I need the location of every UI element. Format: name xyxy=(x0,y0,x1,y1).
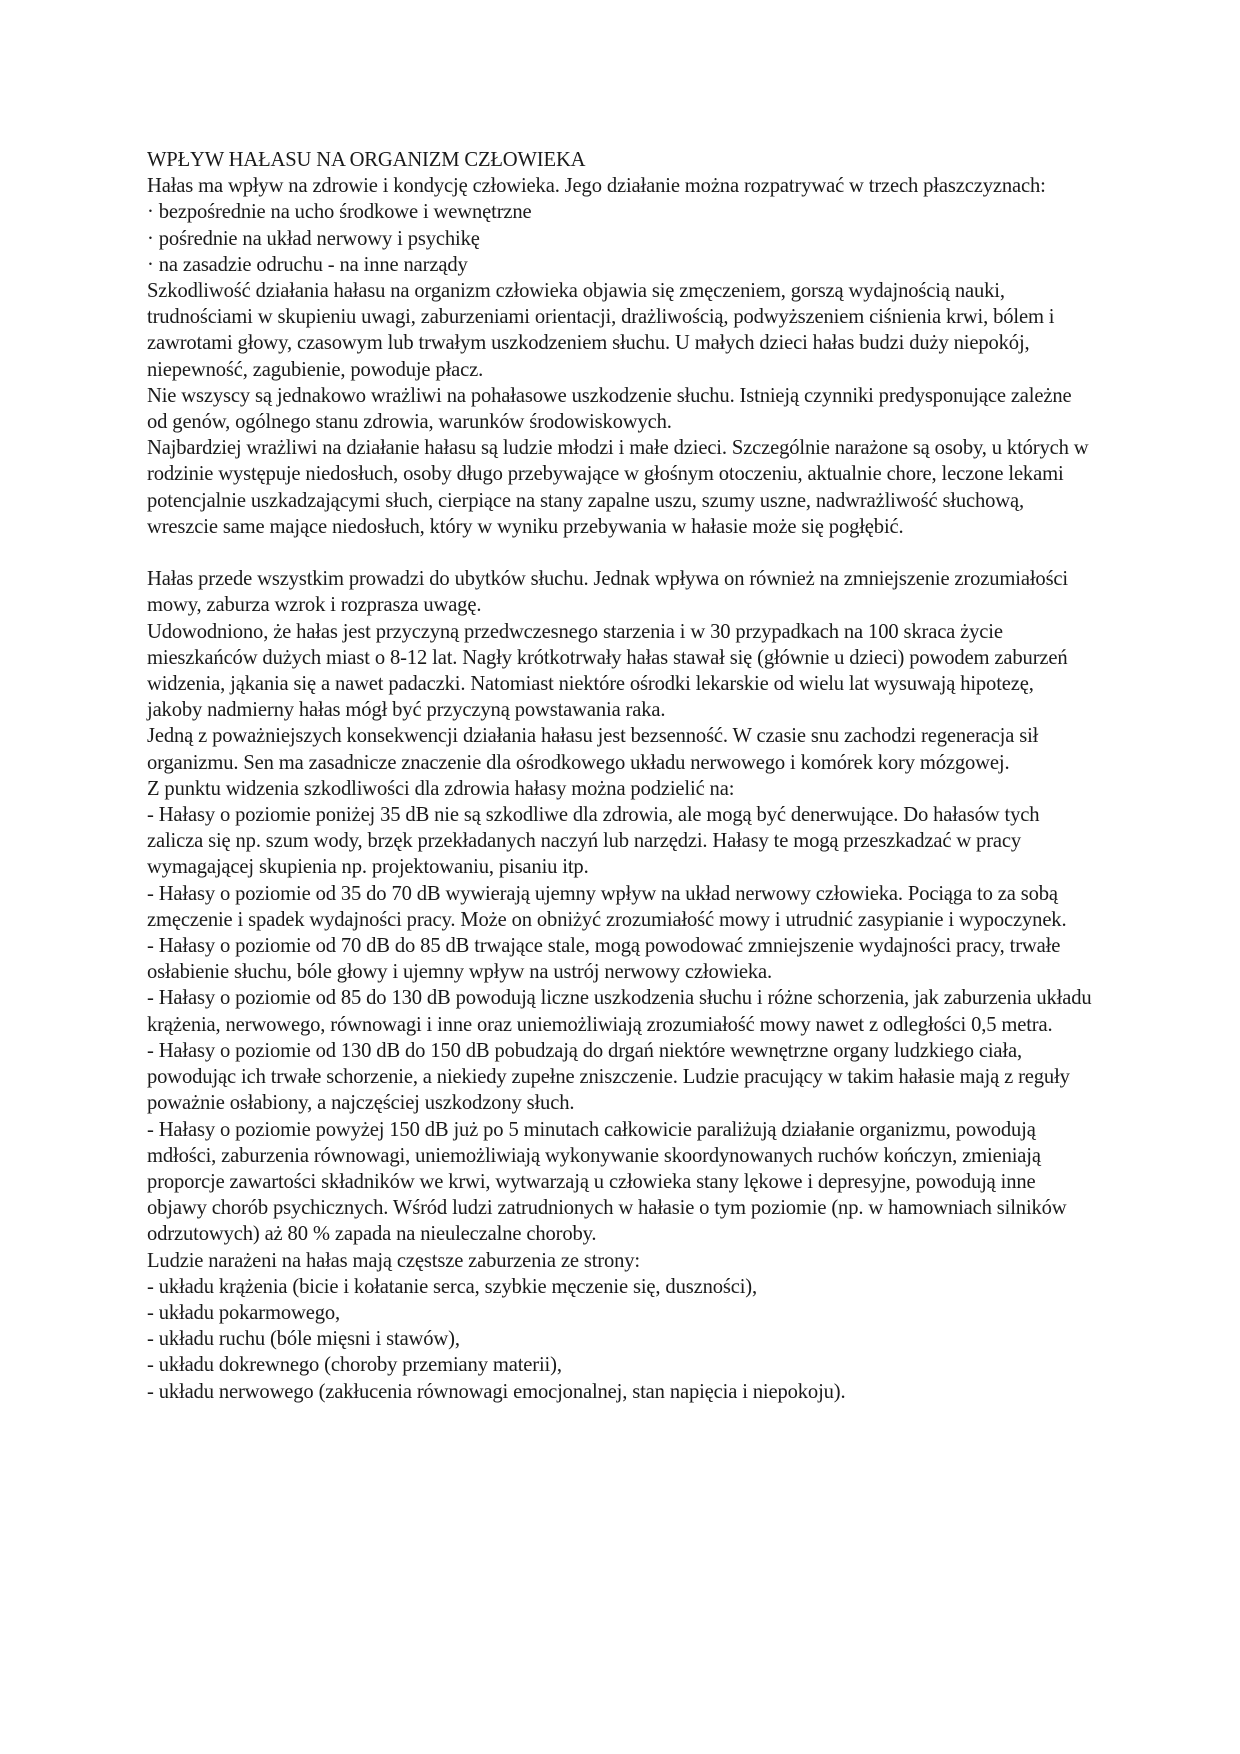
noise-level-item: - Hałasy o poziomie poniżej 35 dB nie są szkodliwe dla zdrowia, ale mogą być denerwujące. Do hałasów tych zalicza się np. szum wody, brzęk przekładanych naczyń lub narzędzi. Hałasy te mogą przeszkadzać w pracy wymagającej skupienia np. projektowaniu, pisaniu itp. xyxy=(147,804,1040,879)
paragraph-spacer xyxy=(147,540,1092,566)
disorder-item: - układu ruchu (bóle mięsni i stawów), xyxy=(147,1328,460,1351)
plane-item: · bezpośrednie na ucho środkowe i wewnętrzne xyxy=(147,201,532,224)
noise-level-item: - Hałasy o poziomie od 130 dB do 150 dB pobudzają do drgań niektóre wewnętrzne organy ludzkiego ciała, powodując ich trwałe schorzenie, a niekiedy zupełne zniszczenie. Ludzie pracujący w takim hałasie mają z reguły poważnie osłabiony, a najczęściej uszkodzony słuch. xyxy=(147,1039,1070,1115)
document-page xyxy=(147,147,1092,1405)
insomnia-paragraph: Jedną z poważniejszych konsekwencji działania hałasu jest bezsenność. W czasie snu zachodzi regeneracja sił organizmu. Sen ma zasadnicze znaczenie dla ośrodkowego układu nerwowego i komórek kory mózgowej. xyxy=(147,725,1039,774)
aging-paragraph: Udowodniono, że hałas jest przyczyną przedwczesnego starzenia i w 30 przypadkach na 100 skraca życie mieszkańców dużych miast o 8-12 lat. Nagły krótkotrwały hałas stawał się (głównie u dzieci) powodem zaburzeń widzenia, jąkania się a nawet padaczki. Natomiast niektóre ośrodki lekarskie od wielu lat wysuwają hipotezę, jakoby nadmierny hałas mógł być przyczyną powstawania raka. xyxy=(147,620,1068,722)
disorder-item: - układu dokrewnego (choroby przemiany materii), xyxy=(147,1354,562,1377)
hearing-loss-paragraph: Hałas przede wszystkim prowadzi do ubytków słuchu. Jednak wpływa on również na zmniejszenie zrozumiałości mowy, zaburza wzrok i rozprasza uwagę. xyxy=(147,568,1068,617)
disorder-item: - układu nerwowego (zakłucenia równowagi emocjonalnej, stan napięcia i niepokoju). xyxy=(147,1380,846,1403)
disorder-item: - układu krążenia (bicie i kołatanie serca, szybkie męczenie się, duszności), xyxy=(147,1275,757,1298)
intro-paragraph: Hałas ma wpływ na zdrowie i kondycję człowieka. Jego działanie można rozpatrywać w trzech płaszczyznach: xyxy=(147,175,1046,198)
levels-intro: Z punktu widzenia szkodliwości dla zdrowia hałasy można podzielić na: xyxy=(147,777,735,800)
harm-paragraph: Szkodliwość działania hałasu na organizm człowieka objawia się zmęczeniem, gorszą wydajnością nauki, trudnościami w skupieniu uwagi, zaburzeniami orientacji, drażliwością, podwyższeniem ciśnienia krwi, bólem i zawrotami głowy, czasowym lub trwałym uszkodzeniem słuchu. U małych dzieci hałas budzi duży niepokój, niepewność, zagubienie, powoduje płacz. xyxy=(147,280,1055,381)
noise-level-item: - Hałasy o poziomie od 70 dB do 85 dB trwające stale, mogą powodować zmniejszenie wydajności pracy, trwałe osłabienie słuchu, bóle głowy i ujemny wpływ na ustrój nerwowy człowieka. xyxy=(147,935,1061,984)
disorders-intro: Ludzie narażeni na hałas mają częstsze zaburzenia ze strony: xyxy=(147,1249,640,1272)
plane-item: · na zasadzie odruchu - na inne narządy xyxy=(147,253,468,276)
disorder-item: - układu pokarmowego, xyxy=(147,1301,341,1324)
noise-level-item: - Hałasy o poziomie powyżej 150 dB już po 5 minutach całkowicie paraliżują działanie organizmu, powodują mdłości, zaburzenia równowagi, uniemożliwiają wykonywanie skoordynowanych ruchów kończyn, zmieniają proporcje zawartości składników we krwi, wytwarzają u człowieka stany lękowe i depresyjne, powodują inne objawy chorób psychicznych. Wśród ludzi zatrudnionych w hałasie o tym poziomie (np. w hamowniach silników odrzutowych) aż 80 % zapada na nieuleczalne choroby. xyxy=(147,1118,1067,1246)
document-title: WPŁYW HAŁASU NA ORGANIZM CZŁOWIEKA xyxy=(147,149,586,171)
sensitivity-paragraph: Nie wszyscy są jednakowo wrażliwi na pohałasowe uszkodzenie słuchu. Istnieją czynniki predysponujące zależne od genów, ogólnego stanu zdrowia, warunków środowiskowych. xyxy=(147,384,1072,434)
noise-level-item: - Hałasy o poziomie od 85 do 130 dB powodują liczne uszkodzenia słuchu i różne schorzenia, jak zaburzenia układu krążenia, nerwowego, równowagi i inne oraz uniemożliwiają zrozumiałość mowy nawet z odległości 0,5 metra. xyxy=(147,987,1092,1036)
plane-item: · pośrednie na układ nerwowy i psychikę xyxy=(147,227,480,250)
vulnerable-paragraph: Najbardziej wrażliwi na działanie hałasu są ludzie młodzi i małe dzieci. Szczególnie narażone są osoby, u których w rodzinie występuje niedosłuch, osoby długo przebywające w głośnym otoczeniu, aktualnie chore, leczone lekami potencjalnie uszkadzającymi słuch, cierpiące na stany zapalne uszu, szumy uszne, nadwrażliwość słuchową, wreszcie same mające niedosłuch, który w wyniku przebywania w hałasie może się pogłębić. xyxy=(147,437,1089,538)
noise-level-item: - Hałasy o poziomie od 35 do 70 dB wywierają ujemny wpływ na układ nerwowy człowieka. Pociąga to za sobą zmęczenie i spadek wydajności pracy. Może on obniżyć zrozumiałość mowy i utrudnić zasypianie i wypoczynek. xyxy=(147,882,1067,931)
